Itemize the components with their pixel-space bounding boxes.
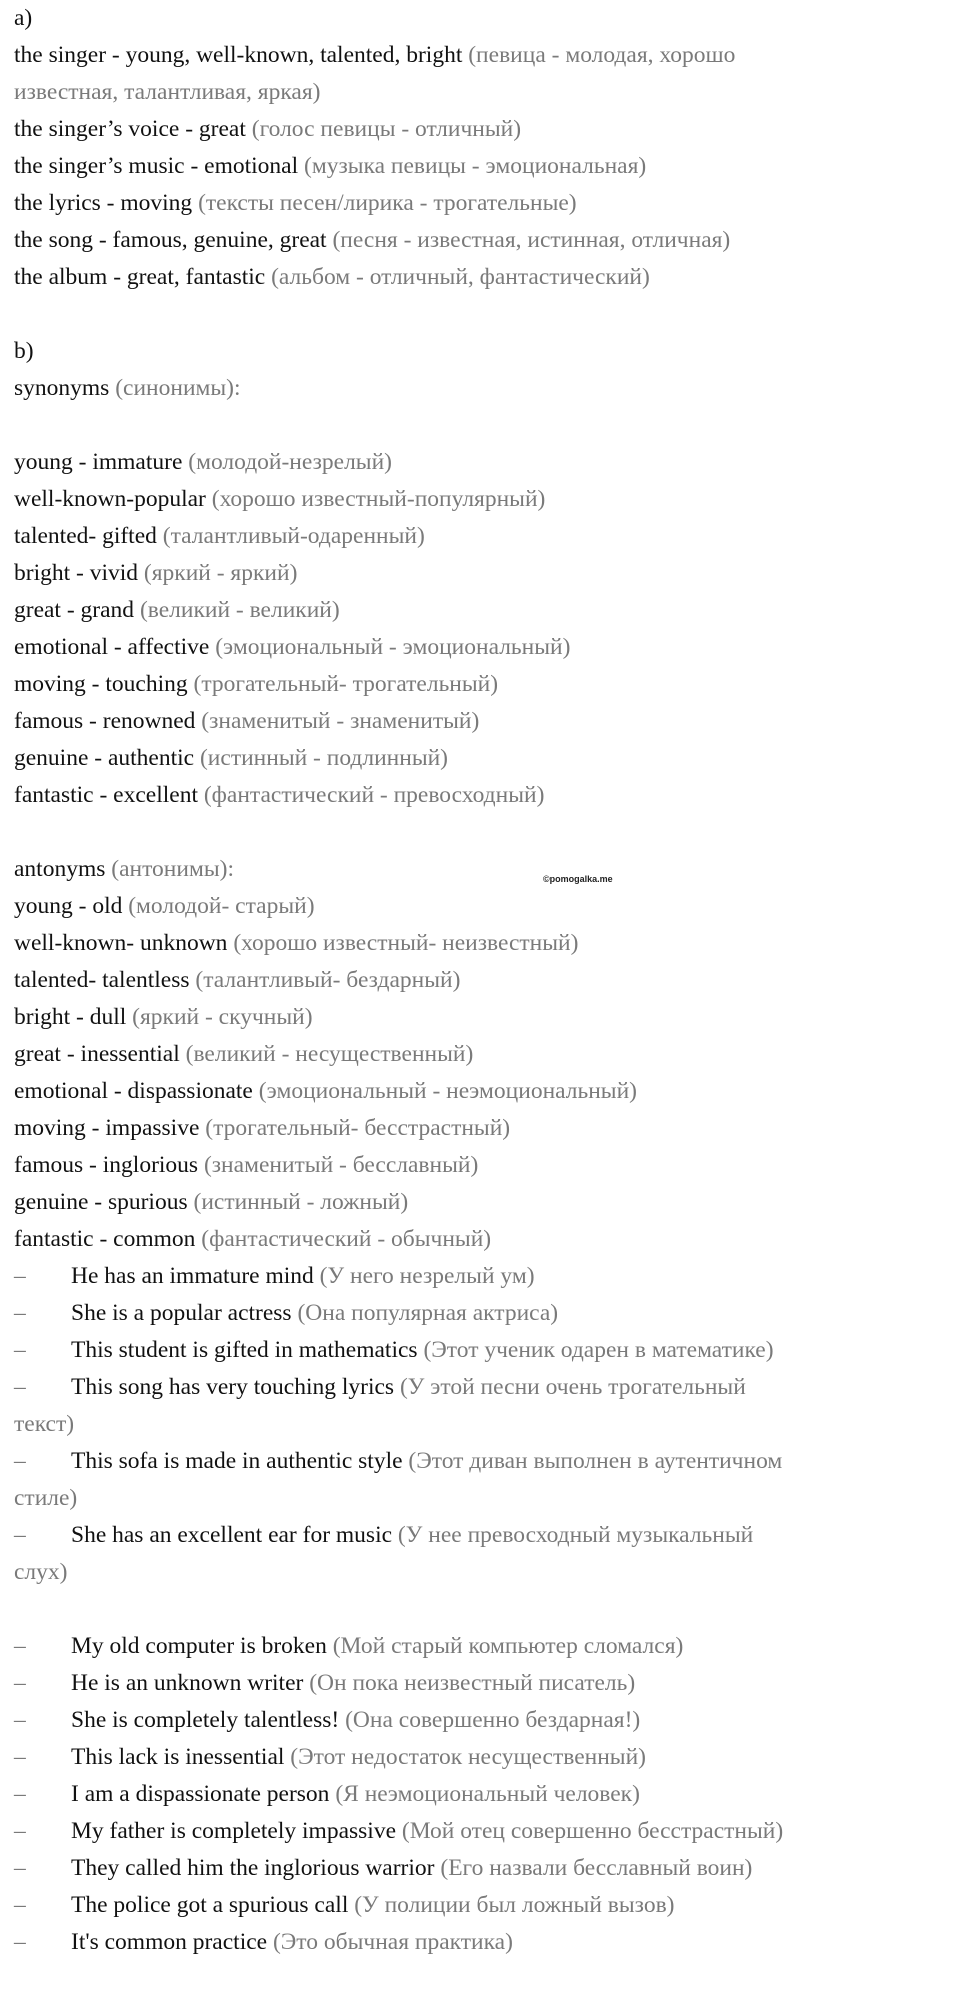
part-b-label: b) — [14, 338, 34, 364]
antonym-sentence — [14, 1702, 949, 1739]
synonym-pair-ru: (знаменитый - знаменитый) — [201, 708, 480, 734]
antonym-pair — [14, 1110, 949, 1147]
synonym-pair — [14, 518, 949, 555]
synonym-sentence-ru-cont: стиле) — [14, 1485, 78, 1511]
antonym-sentence-ru: (Мой отец совершенно бесстрастный) — [401, 1818, 784, 1844]
synonym-sentence-dash: – — [14, 1337, 26, 1363]
part-a-item — [14, 222, 949, 259]
part-a-item-ru: (песня - известная, истинная, отличная) — [332, 227, 731, 253]
synonym-sentence-continuation — [14, 1480, 949, 1517]
synonym-sentence-dash: – — [14, 1448, 26, 1474]
synonym-pair — [14, 555, 949, 592]
antonym-sentence-ru: (Этот недостаток несущественный) — [290, 1744, 646, 1770]
part-a-item-continuation — [14, 74, 949, 111]
part-a-item-ru: (голос певицы - отличный) — [251, 116, 522, 142]
synonym-sentence-en: He has an immature mind — [71, 1263, 314, 1289]
synonym-pair-en: young - immature — [14, 449, 183, 475]
synonym-sentence-en: She is a popular actress — [71, 1300, 292, 1326]
synonym-sentence-dash: – — [14, 1374, 26, 1400]
synonym-pair-en: talented- gifted — [14, 523, 157, 549]
antonym-sentences-list — [14, 1628, 949, 1961]
synonym-sentence-ru-cont: слух) — [14, 1559, 68, 1585]
synonym-pair — [14, 444, 949, 481]
antonym-sentence-ru: (Это обычная практика) — [272, 1929, 513, 1955]
antonym-sentence-ru: (У полиции был ложный вызов) — [354, 1892, 675, 1918]
antonym-sentence-en: She is completely talentless! — [71, 1707, 340, 1733]
synonym-sentence-en: She has an excellent ear for music — [71, 1522, 393, 1548]
synonym-pair — [14, 666, 949, 703]
part-a-item-en: the lyrics - moving — [14, 190, 193, 216]
synonym-sentence-en: This student is gifted in mathematics — [71, 1337, 418, 1363]
synonym-sentence — [14, 1258, 949, 1295]
synonym-pair-ru: (хорошо известный-популярный) — [211, 486, 546, 512]
antonym-sentence-ru: (Я неэмоциональный человек) — [335, 1781, 640, 1807]
antonym-pair-en: well-known- unknown — [14, 930, 228, 956]
synonym-sentence-en: This song has very touching lyrics — [71, 1374, 395, 1400]
antonym-sentence-dash: – — [14, 1707, 26, 1733]
antonym-pair-ru: (яркий - скучный) — [132, 1004, 313, 1030]
antonym-pair-en: bright - dull — [14, 1004, 127, 1030]
antonym-pair-ru: (истинный - ложный) — [193, 1189, 409, 1215]
antonym-pair-ru: (талантливый- бездарный) — [195, 967, 461, 993]
antonym-sentence-en: He is an unknown writer — [71, 1670, 304, 1696]
synonym-pair-ru: (великий - великий) — [139, 597, 340, 623]
antonym-sentence — [14, 1776, 949, 1813]
antonym-sentence-en: I am a dispassionate person — [71, 1781, 330, 1807]
antonym-pair-ru: (фантастический - обычный) — [201, 1226, 492, 1252]
synonym-pair-ru: (эмоциональный - эмоциональный) — [215, 634, 571, 660]
antonym-sentence-en: My old computer is broken — [71, 1633, 327, 1659]
antonym-pair-ru: (трогательный- бесстрастный) — [205, 1115, 511, 1141]
antonym-sentence — [14, 1665, 949, 1702]
antonym-sentence-en: My father is completely impassive — [71, 1818, 397, 1844]
synonyms-heading — [14, 370, 949, 407]
part-a-item-en: the singer’s music - emotional — [14, 153, 299, 179]
antonym-pair-en: moving - impassive — [14, 1115, 200, 1141]
synonym-pair-en: bright - vivid — [14, 560, 139, 586]
synonym-sentence-dash: – — [14, 1263, 26, 1289]
synonym-pair — [14, 481, 949, 518]
antonym-sentence — [14, 1813, 949, 1850]
synonym-pair-ru: (яркий - яркий) — [143, 560, 298, 586]
antonym-sentence-ru: (Она совершенно бездарная!) — [345, 1707, 641, 1733]
synonym-pair — [14, 777, 949, 814]
part-a-item-en: the song - famous, genuine, great — [14, 227, 327, 253]
antonym-sentence-en: The police got a spurious call — [71, 1892, 349, 1918]
antonym-sentence-dash: – — [14, 1818, 26, 1844]
synonym-pair — [14, 592, 949, 629]
synonym-pair-en: moving - touching — [14, 671, 188, 697]
antonym-sentence-dash: – — [14, 1929, 26, 1955]
synonym-sentence-continuation — [14, 1406, 949, 1443]
synonym-sentence-ru: (Она популярная актриса) — [297, 1300, 559, 1326]
antonym-sentence-dash: – — [14, 1892, 26, 1918]
synonym-sentence-dash: – — [14, 1522, 26, 1548]
antonym-sentence-ru: (Его назвали бесславный воин) — [440, 1855, 753, 1881]
document — [14, 0, 949, 1961]
antonym-pair — [14, 1073, 949, 1110]
antonym-pair-en: talented- talentless — [14, 967, 190, 993]
synonym-sentence-ru: (Этот диван выполнен в аутентичном — [408, 1448, 783, 1474]
antonym-sentence-en: It's common practice — [71, 1929, 268, 1955]
antonym-sentence — [14, 1887, 949, 1924]
antonym-pair-ru: (молодой- старый) — [128, 893, 315, 919]
synonym-sentence — [14, 1517, 949, 1554]
antonyms-list — [14, 888, 949, 1258]
synonym-pair-ru: (трогательный- трогательный) — [193, 671, 499, 697]
synonym-pair-en: genuine - authentic — [14, 745, 195, 771]
synonym-sentence-ru: (У нее превосходный музыкальный — [397, 1522, 754, 1548]
synonym-sentence-ru: (У него незрелый ум) — [319, 1263, 535, 1289]
synonym-sentences-list — [14, 1258, 949, 1591]
antonym-sentence-en: This lack is inessential — [71, 1744, 285, 1770]
part-a-item — [14, 148, 949, 185]
antonym-pair — [14, 1184, 949, 1221]
synonym-sentence-en: This sofa is made in authentic style — [71, 1448, 403, 1474]
part-a-item-ru: (певица - молодая, хорошо — [468, 42, 736, 68]
antonym-sentence — [14, 1924, 949, 1961]
synonym-pair-en: well-known-popular — [14, 486, 206, 512]
antonym-pair-en: fantastic - common — [14, 1226, 196, 1252]
synonym-sentence — [14, 1443, 949, 1480]
synonym-sentence-ru: (У этой песни очень трогательный — [399, 1374, 746, 1400]
synonym-sentence — [14, 1295, 949, 1332]
synonym-pair-en: great - grand — [14, 597, 135, 623]
part-a-item-en: the singer’s voice - great — [14, 116, 246, 142]
antonym-sentence-dash: – — [14, 1855, 26, 1881]
part-a-item-ru-cont: известная, талантливая, яркая) — [14, 79, 321, 105]
antonym-pair — [14, 888, 949, 925]
antonym-sentence-dash: – — [14, 1670, 26, 1696]
antonym-sentence-ru: (Он пока неизвестный писатель) — [309, 1670, 636, 1696]
part-a-item-ru: (тексты песен/лирика - трогательные) — [198, 190, 577, 216]
synonym-pair — [14, 740, 949, 777]
antonym-pair-ru: (эмоциональный - неэмоциональный) — [258, 1078, 637, 1104]
antonym-pair-en: genuine - spurious — [14, 1189, 188, 1215]
synonyms-heading-ru: (синонимы): — [115, 375, 241, 401]
part-a-item-ru: (музыка певицы - эмоциональная) — [304, 153, 647, 179]
synonym-sentence — [14, 1332, 949, 1369]
antonyms-heading — [14, 851, 949, 888]
synonym-sentence-ru: (Этот ученик одарен в математике) — [423, 1337, 774, 1363]
part-a-label: a) — [14, 5, 33, 31]
synonym-sentence-ru-cont: текст) — [14, 1411, 75, 1437]
part-a-item — [14, 111, 949, 148]
antonym-sentence — [14, 1739, 949, 1776]
watermark: ©pomogalka.me — [543, 874, 613, 884]
synonym-pair-ru: (фантастический - превосходный) — [203, 782, 545, 808]
antonym-sentence-dash: – — [14, 1633, 26, 1659]
synonym-pair — [14, 703, 949, 740]
synonym-pair — [14, 629, 949, 666]
synonym-sentence-dash: – — [14, 1300, 26, 1326]
part-a-item — [14, 185, 949, 222]
antonym-sentence-dash: – — [14, 1744, 26, 1770]
synonyms-heading-en: synonyms — [14, 375, 110, 401]
part-a-item-ru: (альбом - отличный, фантастический) — [271, 264, 650, 290]
synonyms-list — [14, 444, 949, 814]
antonym-sentence-ru: (Мой старый компьютер сломался) — [332, 1633, 684, 1659]
antonym-pair-ru: (великий - несущественный) — [185, 1041, 474, 1067]
antonym-pair-en: emotional - dispassionate — [14, 1078, 253, 1104]
antonym-sentence — [14, 1628, 949, 1665]
synonym-pair-en: emotional - affective — [14, 634, 210, 660]
antonym-pair — [14, 1221, 949, 1258]
antonym-pair-en: young - old — [14, 893, 123, 919]
part-a-item-en: the album - great, fantastic — [14, 264, 266, 290]
antonym-pair — [14, 1147, 949, 1184]
synonym-sentence — [14, 1369, 949, 1406]
synonym-pair-ru: (молодой-незрелый) — [188, 449, 392, 475]
antonym-pair-ru: (хорошо известный- неизвестный) — [233, 930, 579, 956]
antonym-pair-ru: (знаменитый - бесславный) — [203, 1152, 479, 1178]
antonym-pair-en: famous - inglorious — [14, 1152, 199, 1178]
synonym-pair-ru: (талантливый-одаренный) — [162, 523, 425, 549]
antonyms-heading-ru: (антонимы): — [111, 856, 234, 882]
synonym-pair-en: famous - renowned — [14, 708, 196, 734]
part-a-item-en: the singer - young, well-known, talented, bright — [14, 42, 463, 68]
part-a-item — [14, 259, 949, 296]
antonym-pair — [14, 925, 949, 962]
antonym-sentence-en: They called him the inglorious warrior — [71, 1855, 435, 1881]
antonym-sentence — [14, 1850, 949, 1887]
antonym-pair — [14, 1036, 949, 1073]
synonym-pair-en: fantastic - excellent — [14, 782, 198, 808]
antonym-pair-en: great - inessential — [14, 1041, 180, 1067]
antonym-sentence-dash: – — [14, 1781, 26, 1807]
antonym-pair — [14, 999, 949, 1036]
synonym-pair-ru: (истинный - подлинный) — [199, 745, 449, 771]
part-a-list — [14, 37, 949, 296]
antonym-pair — [14, 962, 949, 999]
synonym-sentence-continuation — [14, 1554, 949, 1591]
part-a-item — [14, 37, 949, 74]
antonyms-heading-en: antonyms — [14, 856, 106, 882]
